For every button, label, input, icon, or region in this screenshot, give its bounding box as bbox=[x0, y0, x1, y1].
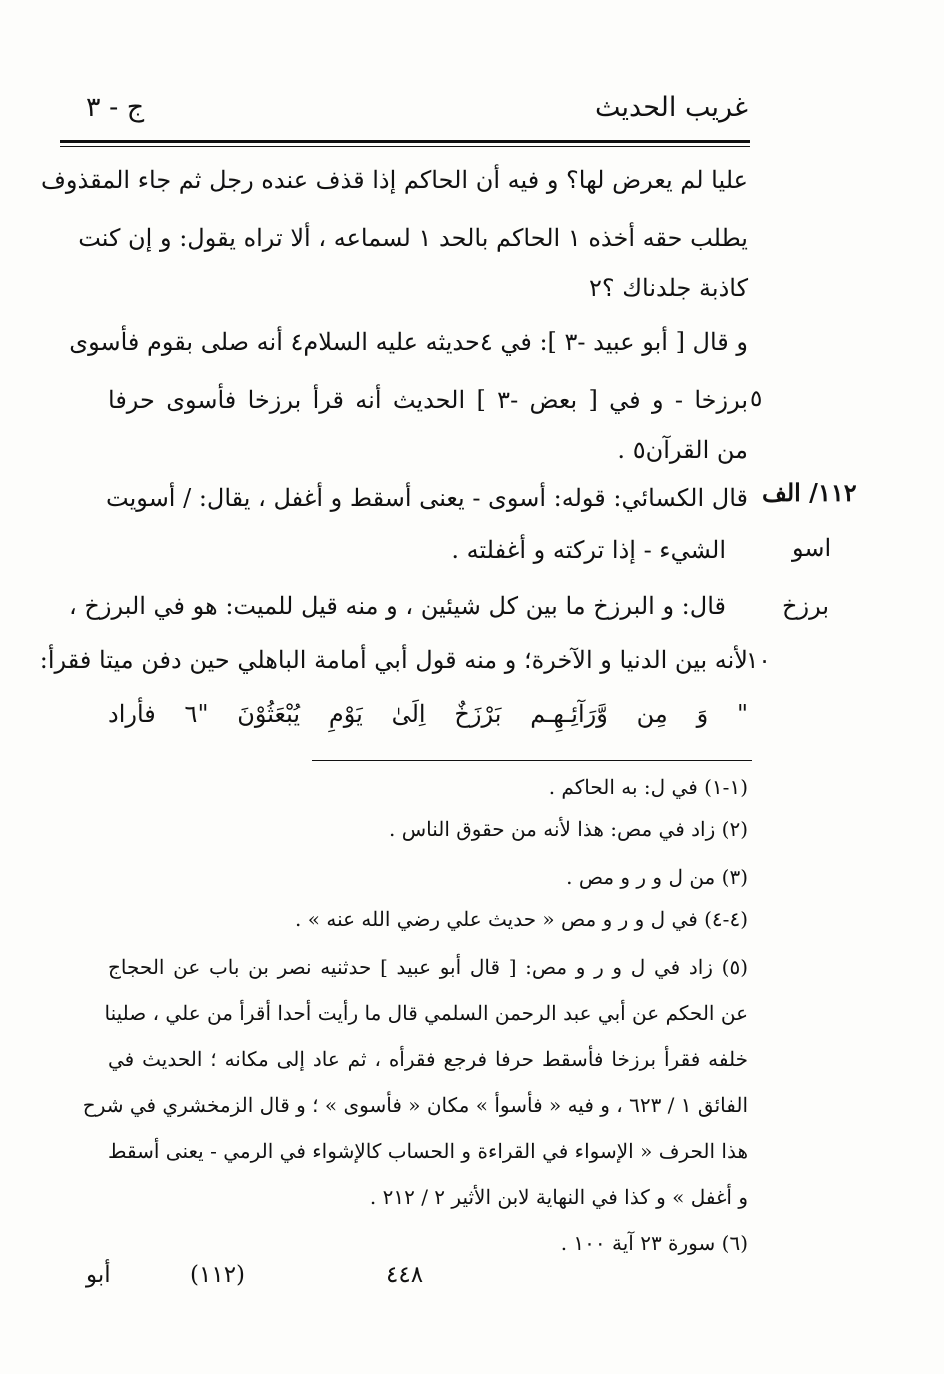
footnote: (١-١) في ل: به الحاكم . bbox=[548, 775, 748, 799]
line-number-5: ٥ bbox=[750, 386, 763, 412]
body-line: كاذبة جلدناك ؟٢ bbox=[588, 274, 748, 302]
body-line: برزخا - و في [ بعض -٣ ] الحديث أنه قرأ برزخا فأسوى حرفا bbox=[108, 386, 748, 414]
body-line: قال: و البرزخ ما بين كل شيئين ، و منه قيل للميت: هو في البرزخ ، bbox=[69, 592, 726, 620]
footnote: (٥) زاد في ل و ر و مص: [ قال أبو عبيد ] حدثنيه نصر بن باب عن الحجاج bbox=[108, 955, 748, 979]
header-rule bbox=[60, 140, 750, 143]
folio-reference: (١١٢) bbox=[190, 1262, 246, 1288]
footnote-rule bbox=[312, 760, 752, 761]
margin-keyword-barzakh: برزخ bbox=[782, 592, 830, 620]
folio-marker: ١١٢/ الف bbox=[762, 478, 857, 507]
body-line: من القرآن٥ . bbox=[617, 436, 748, 464]
footnote: (٤-٤) في ل و ر و مص « حديث علي رضي الله عنه » . bbox=[295, 907, 748, 931]
page-number: ٤٤٨ bbox=[386, 1262, 424, 1288]
footnote: (٦) سورة ٢٣ آية ١٠٠ . bbox=[560, 1231, 748, 1255]
body-line: يطلب حقه أخذه ١ الحاكم بالحد ١ لسماعه ، ألا تراه يقول: و إن كنت bbox=[78, 224, 748, 252]
body-line: و قال [ أبو عبيد -٣ ]: في ٤حديثه عليه السلام٤ أنه صلى بقوم فأسوى bbox=[69, 328, 748, 356]
footnote: خلفه فقرأ برزخا فأسقط حرفا فرجع فقرأه ، ثم عاد إلى مكانه ؛ الحديث في bbox=[108, 1047, 748, 1071]
body-line: قال الكسائي: قوله: أسوى - يعنى أسقط و أغفل ، يقال: / أسويت bbox=[106, 484, 748, 512]
footnote: هذا الحرف « الإسواء في القراءة و الحساب كالإشواء في الرمي - يعنى أسقط bbox=[108, 1139, 748, 1163]
footnote: (٢) زاد في مص: هذا لأنه من حقوق الناس . bbox=[388, 817, 748, 841]
margin-keyword-asu: اسو bbox=[792, 534, 832, 562]
footnote: و أغفل » و كذا في النهاية لابن الأثير ٢ / ٢١٢ . bbox=[369, 1185, 748, 1209]
body-line: الشيء - إذا تركته و أغفلته . bbox=[451, 536, 726, 564]
header-rule-thin bbox=[60, 146, 750, 147]
quran-verse-line: " وَ مِن وَّرَآئِـهِـم بَرْزَخٌ اِلَىٰ يَوْمِ يُبْعَثُوْنَ "٦ فأراد bbox=[108, 700, 749, 728]
footnote: الفائق ١ / ٦٢٣ ، و فيه « فأسوأ » مكان « فأسوى » ؛ و قال الزمخشري في شرح bbox=[82, 1093, 748, 1117]
footnote: (٣) من ل و ر و مص . bbox=[566, 865, 748, 889]
body-line: لأنه بين الدنيا و الآخرة؛ و منه قول أبي أمامة الباهلي حين دفن ميتا فقرأ: bbox=[39, 646, 748, 674]
line-number-10: ١٠ bbox=[746, 648, 771, 674]
volume-label: ج - ٣ bbox=[86, 92, 145, 123]
running-title: غريب الحديث bbox=[595, 92, 748, 123]
footnote: عن الحكم عن أبي عبد الرحمن السلمي قال ما رأيت أحدا أقرأ من علي ، صلينا bbox=[104, 1001, 748, 1025]
body-line: عليا لم يعرض لها؟ و فيه أن الحاكم إذا قذف عنده رجل ثم جاء المقذوف bbox=[41, 166, 748, 194]
catchword: أبو bbox=[86, 1262, 111, 1288]
